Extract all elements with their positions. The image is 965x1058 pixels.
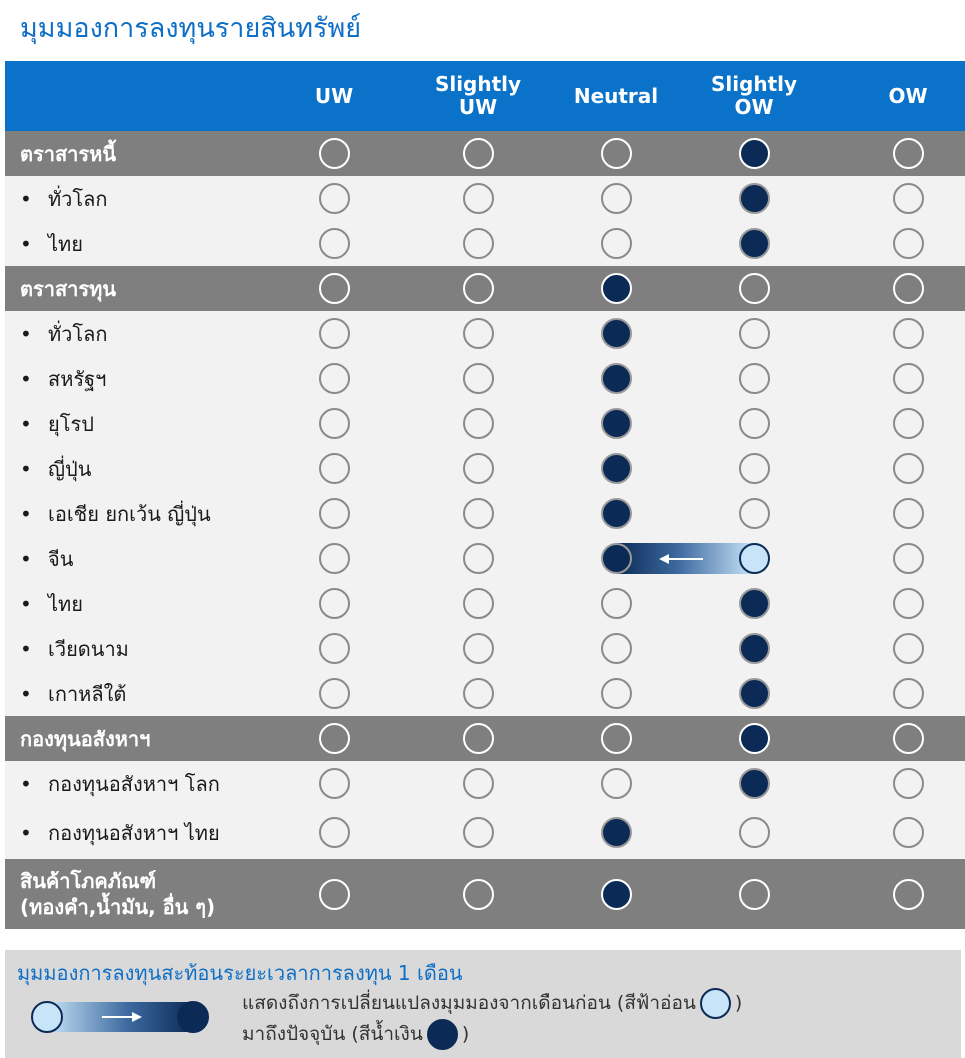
empty-circle-icon xyxy=(319,183,350,214)
empty-circle-icon xyxy=(893,588,924,619)
filled-circle-icon xyxy=(601,318,632,349)
column-header-slightly-uw: Slightly UW xyxy=(434,72,522,119)
empty-circle-icon xyxy=(463,363,494,394)
empty-circle-icon xyxy=(463,453,494,484)
empty-circle-icon xyxy=(739,817,770,848)
row-label: • กองทุนอสังหาฯ ไทย xyxy=(20,820,220,845)
item-row xyxy=(5,626,965,671)
empty-circle-icon xyxy=(319,588,350,619)
empty-circle-icon xyxy=(463,817,494,848)
legend-box xyxy=(5,950,961,1058)
item-row xyxy=(5,311,965,356)
empty-circle-icon xyxy=(319,408,350,439)
empty-circle-icon xyxy=(739,453,770,484)
empty-circle-icon xyxy=(319,273,350,304)
legend-line2: มาถึงปัจจุบัน (สีน้ำเงิน xyxy=(242,1023,423,1045)
empty-circle-icon xyxy=(319,768,350,799)
empty-circle-icon xyxy=(893,138,924,169)
row-label: ตราสารหนี้ xyxy=(20,141,116,166)
empty-circle-icon xyxy=(601,633,632,664)
category-row xyxy=(5,716,965,761)
filled-circle-icon xyxy=(601,879,632,910)
empty-circle-icon xyxy=(463,633,494,664)
empty-circle-icon xyxy=(893,408,924,439)
empty-circle-icon xyxy=(463,408,494,439)
bullet-icon: • xyxy=(20,681,32,706)
empty-circle-icon xyxy=(893,543,924,574)
column-header-ow: OW xyxy=(888,83,928,108)
legend-description: แสดงถึงการเปลี่ยนแปลงมุมมองจากเดือนก่อน (สีฟ้าอ่อน ) มาถึงปัจจุบัน (สีน้ำเงิน ) xyxy=(242,988,742,1050)
column-header-uw: UW xyxy=(314,83,354,108)
empty-circle-icon xyxy=(601,588,632,619)
table-header xyxy=(5,61,965,131)
empty-circle-icon xyxy=(893,768,924,799)
bullet-icon: • xyxy=(20,411,32,436)
empty-circle-icon xyxy=(893,228,924,259)
empty-circle-icon xyxy=(739,498,770,529)
empty-circle-icon xyxy=(893,318,924,349)
empty-circle-icon xyxy=(739,273,770,304)
row-label: • เวียดนาม xyxy=(20,636,129,661)
item-row xyxy=(5,671,965,716)
bullet-icon: • xyxy=(20,820,32,845)
item-row xyxy=(5,491,965,536)
empty-circle-icon xyxy=(319,363,350,394)
item-row xyxy=(5,401,965,446)
filled-circle-icon xyxy=(739,588,770,619)
bullet-icon: • xyxy=(20,321,32,346)
bullet-icon: • xyxy=(20,501,32,526)
empty-circle-icon xyxy=(319,633,350,664)
empty-circle-icon xyxy=(463,678,494,709)
empty-circle-icon xyxy=(463,879,494,910)
bullet-icon: • xyxy=(20,546,32,571)
row-label: • กองทุนอสังหาฯ โลก xyxy=(20,771,220,796)
empty-circle-icon xyxy=(319,453,350,484)
bullet-icon: • xyxy=(20,186,32,211)
empty-circle-icon xyxy=(319,138,350,169)
row-label: • ไทย xyxy=(20,591,83,616)
empty-circle-icon xyxy=(601,228,632,259)
empty-circle-icon xyxy=(739,408,770,439)
empty-circle-icon xyxy=(739,318,770,349)
empty-circle-icon xyxy=(319,318,350,349)
empty-circle-icon xyxy=(463,543,494,574)
row-label: • ทั่วโลก xyxy=(20,186,108,211)
empty-circle-icon xyxy=(319,228,350,259)
empty-circle-icon xyxy=(893,817,924,848)
item-row xyxy=(5,806,965,859)
row-label: • เอเชีย ยกเว้น ญี่ปุ่น xyxy=(20,501,211,526)
filled-circle-icon xyxy=(601,453,632,484)
empty-circle-icon xyxy=(463,588,494,619)
bullet-icon: • xyxy=(20,591,32,616)
empty-circle-icon xyxy=(893,723,924,754)
filled-circle-icon xyxy=(739,723,770,754)
empty-circle-icon xyxy=(319,879,350,910)
filled-circle-icon xyxy=(601,543,632,574)
legend-line1: แสดงถึงการเปลี่ยนแปลงมุมมองจากเดือนก่อน (สีฟ้าอ่อน xyxy=(242,992,696,1014)
category-row xyxy=(5,859,965,929)
empty-circle-icon xyxy=(463,138,494,169)
filled-circle-icon xyxy=(739,183,770,214)
bullet-icon: • xyxy=(20,366,32,391)
empty-circle-icon xyxy=(893,633,924,664)
empty-circle-icon xyxy=(601,138,632,169)
empty-circle-icon xyxy=(739,363,770,394)
filled-circle-icon xyxy=(601,498,632,529)
item-row xyxy=(5,761,965,806)
empty-circle-icon xyxy=(601,183,632,214)
empty-circle-icon xyxy=(893,183,924,214)
empty-circle-icon xyxy=(601,723,632,754)
empty-circle-icon xyxy=(463,228,494,259)
empty-circle-icon xyxy=(893,273,924,304)
left-arrow-icon xyxy=(655,551,715,567)
bullet-icon: • xyxy=(20,456,32,481)
row-label: • ไทย xyxy=(20,231,83,256)
row-label: • เกาหลีใต้ xyxy=(20,681,127,706)
empty-circle-icon xyxy=(893,363,924,394)
legend-title: มุมมองการลงทุนสะท้อนระยะเวลาการลงทุน 1 เดือน xyxy=(17,961,463,985)
filled-circle-icon xyxy=(739,678,770,709)
bullet-icon: • xyxy=(20,231,32,256)
empty-circle-icon xyxy=(463,318,494,349)
item-row xyxy=(5,446,965,491)
filled-circle-icon xyxy=(739,138,770,169)
empty-circle-icon xyxy=(463,498,494,529)
row-label: สินค้าโภคภัณฑ์ (ทองคำ,น้ำมัน, อื่น ๆ) xyxy=(20,869,216,919)
empty-circle-icon xyxy=(463,273,494,304)
empty-circle-icon xyxy=(893,879,924,910)
empty-circle-icon xyxy=(893,678,924,709)
empty-circle-icon xyxy=(463,723,494,754)
empty-circle-icon xyxy=(319,817,350,848)
bullet-icon: • xyxy=(20,636,32,661)
item-row xyxy=(5,221,965,266)
filled-circle-icon xyxy=(601,408,632,439)
previous-view-circle-icon xyxy=(739,543,770,574)
empty-circle-icon xyxy=(319,678,350,709)
light-circle-icon xyxy=(700,988,731,1019)
empty-circle-icon xyxy=(463,768,494,799)
bullet-icon: • xyxy=(20,771,32,796)
empty-circle-icon xyxy=(319,723,350,754)
page-title: มุมมองการลงทุนรายสินทรัพย์ xyxy=(20,13,362,44)
item-row xyxy=(5,536,965,581)
item-row xyxy=(5,356,965,401)
filled-circle-icon xyxy=(739,768,770,799)
filled-circle-icon xyxy=(739,633,770,664)
row-label: • จีน xyxy=(20,546,74,571)
filled-circle-icon xyxy=(739,228,770,259)
item-row xyxy=(5,581,965,626)
filled-circle-icon xyxy=(601,363,632,394)
empty-circle-icon xyxy=(739,879,770,910)
item-row xyxy=(5,176,965,221)
empty-circle-icon xyxy=(601,678,632,709)
row-label: • ยุโรป xyxy=(20,411,94,436)
filled-circle-icon xyxy=(601,817,632,848)
empty-circle-icon xyxy=(319,498,350,529)
empty-circle-icon xyxy=(893,498,924,529)
legend-arrow-icon xyxy=(30,1000,210,1034)
empty-circle-icon xyxy=(601,768,632,799)
row-label: • ทั่วโลก xyxy=(20,321,108,346)
filled-circle-icon xyxy=(601,273,632,304)
column-header-slightly-ow: Slightly OW xyxy=(710,72,798,119)
row-label: กองทุนอสังหาฯ xyxy=(20,726,151,751)
row-label: ตราสารทุน xyxy=(20,276,116,301)
column-header-neutral: Neutral xyxy=(573,83,659,108)
empty-circle-icon xyxy=(463,183,494,214)
empty-circle-icon xyxy=(893,453,924,484)
row-label: • ญี่ปุ่น xyxy=(20,456,92,481)
category-row xyxy=(5,266,965,311)
category-row xyxy=(5,131,965,176)
row-label: • สหรัฐฯ xyxy=(20,366,107,391)
dark-circle-icon xyxy=(427,1019,458,1050)
empty-circle-icon xyxy=(319,543,350,574)
